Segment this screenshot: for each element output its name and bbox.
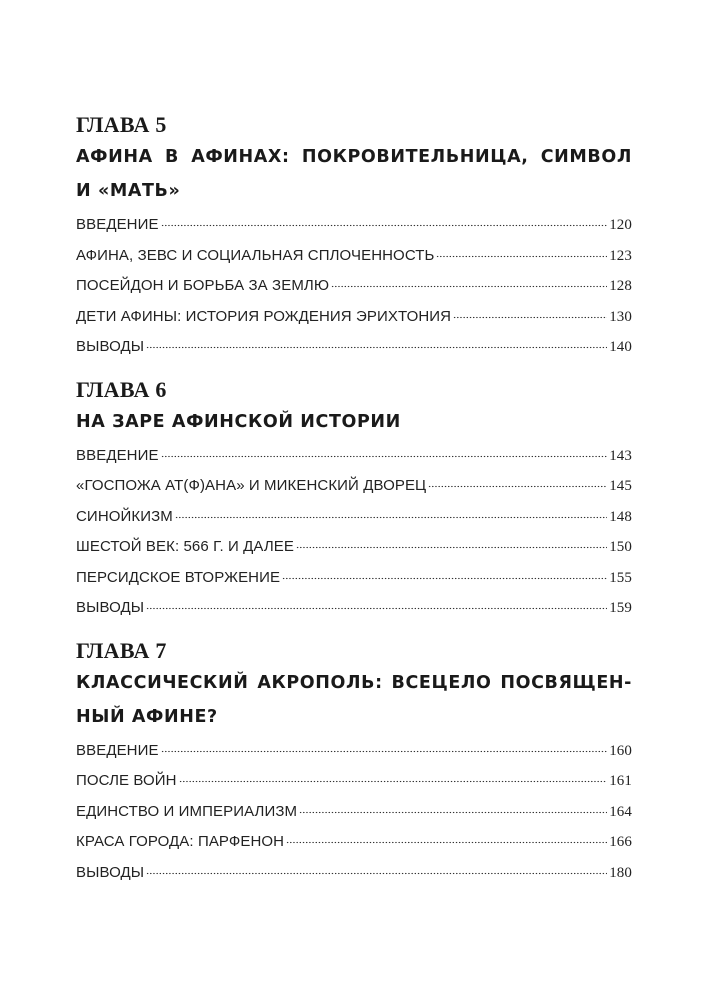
chapter-title-line: И «МАТЬ» <box>76 181 181 201</box>
toc-entry[interactable] <box>76 271 632 302</box>
toc-entry[interactable] <box>76 210 632 241</box>
dot-leader <box>146 860 607 875</box>
toc-entry-page: 160 <box>609 742 632 759</box>
toc-entry-title: ПЕРСИДСКОЕ ВТОРЖЕНИЕ <box>76 568 281 586</box>
toc-entry-page: 164 <box>609 803 632 820</box>
toc-entry-page: 145 <box>609 478 632 494</box>
toc-entry-title: АФИНА, ЗЕВС И СОЦИАЛЬНАЯ СПЛОЧЕННОСТЬ <box>76 246 435 264</box>
toc-entry-page: 159 <box>609 600 632 616</box>
chapter-6 <box>76 375 632 624</box>
toc-entry-title: ПОСЕЙДОН И БОРЬБА ЗА ЗЕМЛЮ <box>76 277 330 294</box>
toc-entry-list <box>76 736 632 889</box>
toc-entry-title: ВВЕДЕНИЕ <box>76 741 159 759</box>
toc-entry[interactable] <box>76 797 632 828</box>
toc-entry-title: ПОСЛЕ ВОЙН <box>76 772 177 789</box>
dot-leader <box>161 212 608 227</box>
toc-entry-page: 155 <box>609 569 632 586</box>
toc-entry-title: «ГОСПОЖА АТ(Ф)АНА» И МИКЕНСКИЙ ДВОРЕЦ <box>76 477 427 494</box>
chapter-label: ГЛАВА 6 <box>76 376 167 402</box>
dot-leader <box>299 799 607 814</box>
toc-entry-page: 128 <box>609 278 632 294</box>
chapter-label: ГЛАВА 7 <box>76 637 167 663</box>
chapter-label: ГЛАВА 5 <box>76 112 167 137</box>
toc-entry[interactable] <box>76 593 632 624</box>
spacer <box>76 363 632 375</box>
toc-entry-list <box>76 210 632 363</box>
chapter-title <box>76 140 632 208</box>
toc-entry[interactable] <box>76 332 632 363</box>
toc-entry-title: ВЫВОДЫ <box>76 863 145 881</box>
toc-entry[interactable] <box>76 858 632 889</box>
toc-entry-title: ВЫВОДЫ <box>76 599 145 616</box>
toc-entry-title: СИНОЙКИЗМ <box>76 507 173 525</box>
toc-entry[interactable] <box>76 766 632 797</box>
dot-leader <box>453 304 607 319</box>
toc-entry-title: ДЕТИ АФИНЫ: ИСТОРИЯ РОЖДЕНИЯ ЭРИХТОНИЯ <box>76 307 452 325</box>
chapter-title-line: КЛАССИЧЕСКИЙ АКРОПОЛЬ: ВСЕЦЕЛО ПОСВЯЩЕН- <box>76 672 632 693</box>
toc-entry-page: 161 <box>609 773 632 789</box>
chapter-title-line: НА ЗАРЕ АФИНСКОЙ ИСТОРИИ <box>76 411 401 432</box>
toc-entry[interactable] <box>76 471 632 502</box>
toc-entry-title: ВВЕДЕНИЕ <box>76 216 159 233</box>
toc-entry-title: ЕДИНСТВО И ИМПЕРИАЛИЗМ <box>76 802 298 820</box>
toc-entry[interactable] <box>76 441 632 472</box>
toc-entry-page: 150 <box>609 539 632 555</box>
toc-entry-title: ВЫВОДЫ <box>76 338 145 355</box>
toc-entry-title: ВВЕДЕНИЕ <box>76 446 159 464</box>
dot-leader <box>436 243 607 258</box>
dot-leader <box>296 534 607 549</box>
dot-leader <box>428 473 607 488</box>
toc-entry-list <box>76 441 632 624</box>
toc-entry[interactable] <box>76 532 632 563</box>
toc-entry-page: 130 <box>609 308 632 325</box>
toc-entry-title: ШЕСТОЙ ВЕК: 566 Г. И ДАЛЕЕ <box>76 538 294 555</box>
toc-entry-page: 120 <box>609 217 632 233</box>
chapter-title <box>76 405 632 439</box>
toc-entry[interactable] <box>76 736 632 767</box>
chapter-title <box>76 666 632 734</box>
toc-entry[interactable] <box>76 241 632 272</box>
toc-entry[interactable] <box>76 502 632 533</box>
table-of-contents <box>76 110 632 888</box>
dot-leader <box>286 829 607 844</box>
dot-leader <box>161 443 608 458</box>
toc-entry[interactable] <box>76 563 632 594</box>
dot-leader <box>146 334 607 349</box>
chapter-5 <box>76 110 632 363</box>
chapter-title-line: АФИНА В АФИНАХ: ПОКРОВИТЕЛЬНИЦА, СИМВОЛ <box>76 147 632 167</box>
toc-entry[interactable] <box>76 302 632 333</box>
toc-entry-page: 123 <box>609 247 632 264</box>
dot-leader <box>161 738 608 753</box>
dot-leader <box>146 595 607 610</box>
toc-entry-page: 148 <box>609 508 632 525</box>
dot-leader <box>175 504 607 519</box>
toc-entry-page: 166 <box>609 834 632 850</box>
toc-entry-page: 140 <box>609 339 632 355</box>
chapter-title-line: НЫЙ АФИНЕ? <box>76 706 218 727</box>
dot-leader <box>179 768 608 783</box>
toc-entry-page: 180 <box>609 864 632 881</box>
toc-entry-page: 143 <box>609 447 632 464</box>
dot-leader <box>331 273 607 288</box>
toc-entry-title: КРАСА ГОРОДА: ПАРФЕНОН <box>76 833 285 850</box>
toc-entry[interactable] <box>76 827 632 858</box>
spacer <box>76 624 632 636</box>
dot-leader <box>282 565 607 580</box>
chapter-7 <box>76 636 632 889</box>
